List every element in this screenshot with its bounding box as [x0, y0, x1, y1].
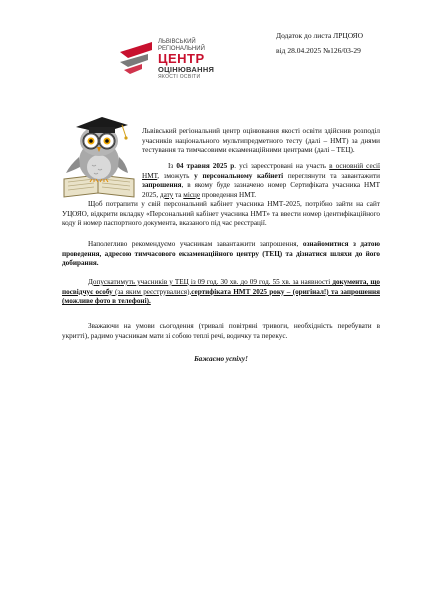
logo-emblem-icon [118, 36, 156, 82]
owl-illustration-icon [62, 113, 136, 201]
logo-title: ЦЕНТР [158, 51, 205, 66]
reference-line-2: від 28.04.2025 №126/03-29 [276, 46, 361, 55]
paragraph-distribution: Львівський регіональний центр оцінювання якості освіти здійснив розподіл учасників національного мультипредметного тесту (далі – НМТ) за днями тестування та тимчасовими екзаменаційними центрами (далі – ТЕЦ). [142, 127, 380, 155]
paragraph-cabinet-access: Щоб потрапити у свій персональний кабінет учасника НМТ-2025, потрібно зайти на сайт УЦОЯО, відкрити вкладку «Персональний кабінет учасника НМТ» та ввести номер ідентифікаційного коду й номер паспортного документа, вказаного під час реєстрації. [62, 200, 380, 228]
exam-date: 04 травня 2025 р [176, 162, 235, 170]
logo-subtitle: ОЦІНЮВАННЯ [158, 65, 215, 74]
organization-logo [118, 36, 228, 82]
paragraph-admission: Допускатимуть учасників у ТЕЦ із 09 год. 30 хв. до 09 год. 55 хв. за наявності документа, що посвідчує особу (за яким реєструвалися),сертифіката НМТ 2025 року – (оригінал!) та запрошення (можливе фото в телефоні). [62, 278, 380, 306]
logo-caption: ЛЬВІВСЬКИЙ РЕГІОНАЛЬНИЙ [158, 39, 205, 52]
document-reference [276, 28, 363, 58]
reference-line-1: Додаток до листа ЛРЦОЯО [276, 31, 364, 40]
paragraph-advice: Зважаючи на умови сьогодення (тривалі повітряні тривоги, необхідність перебувати в укритті), радимо учасникам мати зі собою теплі речі, водичку та перекус. [62, 322, 380, 340]
closing-wish: Бажаємо успіху! [194, 355, 248, 363]
paragraph-recommendation: Наполегливо рекомендуємо учасникам завантажити запрошення, ознайомитися з датою проведення, адресою тимчасового екзаменаційного центру (ТЕЦ) та дізнатися шляхи до його добирання. [62, 240, 380, 268]
logo-subtitle-small: ЯКОСТІ ОСВІТИ [158, 74, 201, 80]
paragraph-invitation: Із 04 травня 2025 р. усі зареєстровані на участь в основній сесії НМТ, зможуть у персональному кабінеті переглянути та завантажити запрошення, в якому буде зазначено номер Сертифіката учасника НМТ 2025, дату та місце проведення НМТ. [142, 162, 381, 199]
